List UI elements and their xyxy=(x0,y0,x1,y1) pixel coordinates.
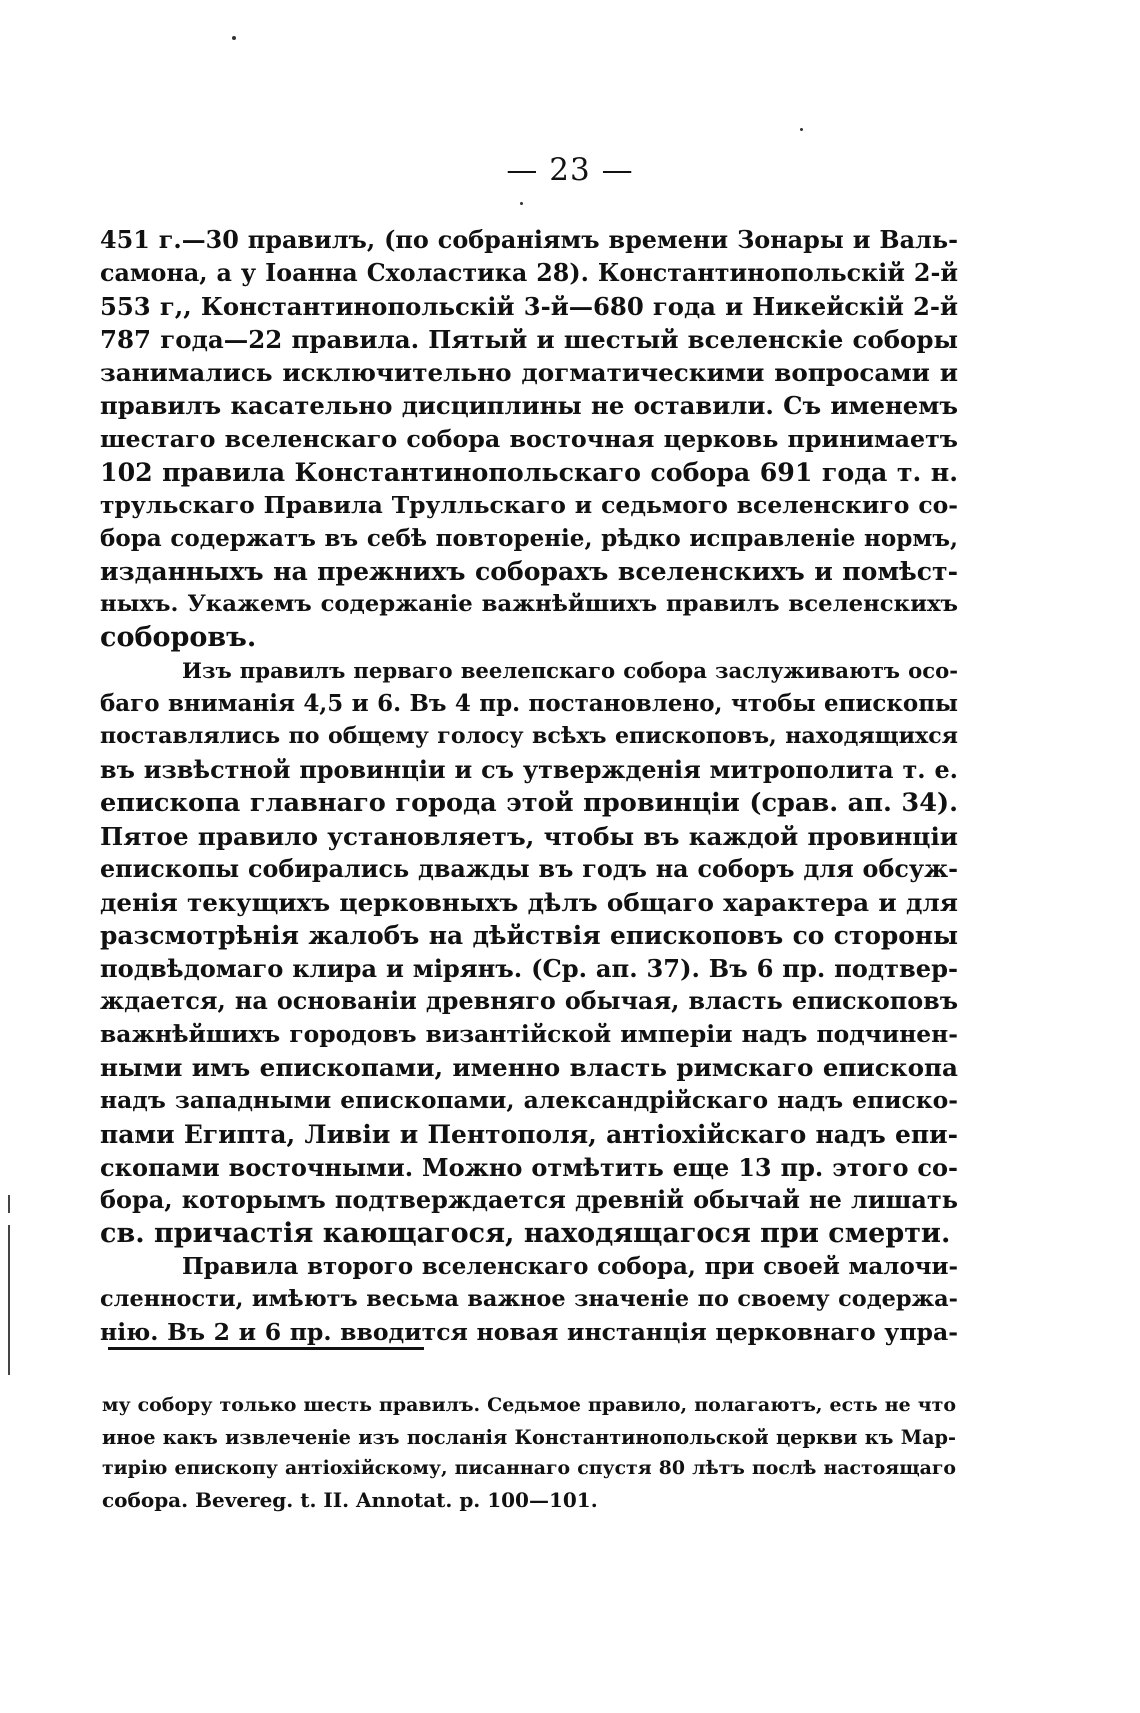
text-line: шестаго вселенскаго собора восточная церковь принимаетъ xyxy=(100,424,958,453)
text-line: сленности, имѣютъ весьма важное значеніе по своему содержа- xyxy=(100,1286,958,1312)
print-speck xyxy=(520,202,523,205)
page-number: — 23 — xyxy=(506,152,634,188)
text-line: самона, а у Іоанна Схоластика 28). Константинопольскій 2-й xyxy=(100,259,958,288)
text-line: епископы собирались дважды въ годъ на соборъ для обсуж- xyxy=(100,854,958,883)
text-line: разсмотрѣнія жалобъ на дѣйствія епископовъ со стороны xyxy=(100,920,958,950)
print-speck xyxy=(800,128,803,131)
text-line: нію. Въ 2 и 6 пр. вводится новая инстанція церковнаго упра- xyxy=(100,1318,958,1347)
text-line: 553 г,, Константинопольскій 3-й—680 года и Никейскій 2-й xyxy=(100,292,958,322)
footnote-divider xyxy=(108,1347,424,1350)
body-text xyxy=(100,224,958,1349)
text-line: надъ западными епископами, александрійскаго надъ еписко- xyxy=(100,1086,958,1115)
text-line: пами Египта, Ливіи и Пентополя, антіохійскаго надъ епи- xyxy=(100,1119,958,1149)
text-line: Пятое правило установляетъ, чтобы въ каждой провинціи xyxy=(100,821,958,851)
text-line: бора, которымъ подтверждается древній обычай не лишать xyxy=(100,1185,958,1214)
footnote-line: собора. Bevereg. t. II. Annotat. p. 100—101. xyxy=(102,1487,598,1512)
text-line: Правила второго вселенскаго собора, при своей малочи- xyxy=(182,1252,958,1280)
print-speck xyxy=(232,36,236,40)
text-line: баго вниманія 4,5 и 6. Въ 4 пр. постановлено, чтобы епископы xyxy=(100,690,958,718)
text-line: подвѣдомаго клира и мірянъ. (Ср. ап. 37). Въ 6 пр. подтвер- xyxy=(100,954,958,984)
text-line: правилъ касательно дисциплины не оставили. Съ именемъ xyxy=(100,391,958,421)
text-line: изданныхъ на прежнихъ соборахъ вселенскихъ и помѣст- xyxy=(100,555,958,586)
footnote-line: иное какъ извлеченіе изъ посланія Константинопольской церкви къ Мар- xyxy=(102,1425,956,1449)
scan-edge-mark xyxy=(8,1195,10,1213)
text-line: ными имъ епископами, именно власть римскаго епископа xyxy=(100,1053,958,1083)
text-line: Изъ правилъ перваго веелепскаго собора заслуживаютъ осо- xyxy=(182,658,958,684)
text-line: поставлялись по общему голосу всѣхъ епископовъ, находящихся xyxy=(100,723,958,750)
text-line: 102 правила Константинопольскаго собора 691 года т. н. xyxy=(100,456,958,487)
text-line: трульскаго Правила Трулльскаго и седьмого вселенскиго со- xyxy=(100,490,958,519)
text-line: денія текущихъ церковныхъ дѣлъ общаго характера и для xyxy=(100,887,958,917)
text-line: епископа главнаго города этой провинціи (срав. ап. 34). xyxy=(100,787,958,818)
footnote-line: тирію епископу антіохійскому, писаннаго спустя 80 лѣтъ послѣ настоящаго xyxy=(102,1457,956,1479)
text-line: въ извѣстной провинціи и съ утвержденія митрополита т. е. xyxy=(100,755,958,784)
text-line: соборовъ. xyxy=(100,622,257,654)
text-line: 787 года—22 правила. Пятый и шестый вселенскіе соборы xyxy=(100,325,958,355)
text-line: скопами восточными. Можно отмѣтить еще 13 пр. этого со- xyxy=(100,1152,958,1182)
text-line: бора содержатъ въ себѣ повтореніе, рѣдко исправленіе нормъ, xyxy=(100,524,958,552)
text-line: ждается, на основаніи древняго обычая, власть епископовъ xyxy=(100,987,958,1016)
text-line: 451 г.—30 правилъ, (по собраніямъ времени Зонары и Валь- xyxy=(100,226,958,254)
text-line: св. причастія кающагося, находящагося при смерти. xyxy=(100,1217,951,1249)
footnote-line: му собору только шесть правилъ. Седьмое правило, полагаютъ, есть не что xyxy=(102,1394,956,1416)
text-line: ныхъ. Укажемъ содержаніе важнѣйшихъ правилъ вселенскихъ xyxy=(100,591,958,618)
text-line: важнѣйшихъ городовъ византійской имперіи надъ подчинен- xyxy=(100,1020,958,1049)
text-line: занимались исключительно догматическими вопросами и xyxy=(100,358,958,388)
scan-edge-mark xyxy=(8,1225,10,1375)
footnote xyxy=(102,1390,956,1516)
